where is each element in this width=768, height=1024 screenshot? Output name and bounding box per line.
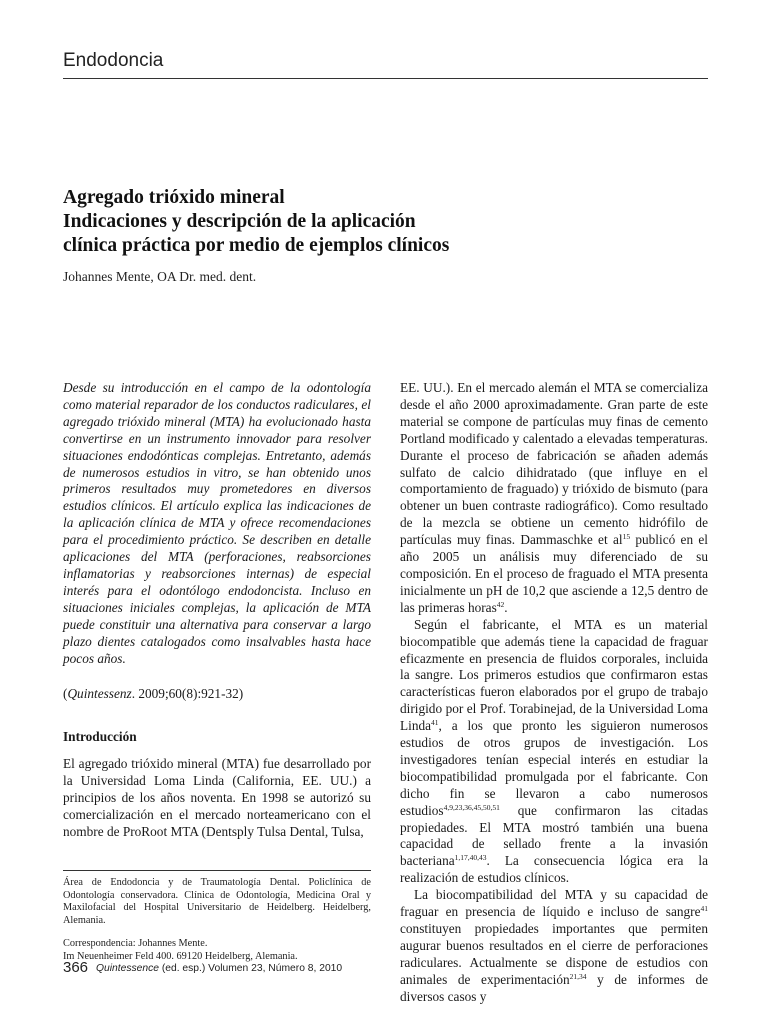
section-header: Endodoncia	[63, 50, 164, 71]
body-p2-c: que confirmaron las citadas propiedades. El MTA mostró también una buena capacidad de sellado frente a la invasión bacteriana	[400, 802, 708, 869]
intro-heading: Introducción	[63, 729, 137, 745]
body-paragraph-1	[400, 380, 708, 617]
citation-details: . 2009;60(8):921-32)	[131, 686, 244, 702]
body-p1-mid: publicó en el año 2005 un análisis muy diferenciado de su composición. En el proceso de fraguado el MTA presenta inicialmente un pH de 10,2 que asciende a 12,5 dentro de las primeras horas	[400, 532, 708, 615]
right-column	[400, 380, 708, 1006]
reference-marker: 42	[496, 599, 505, 609]
body-p1-text: EE. UU.). En el mercado alemán el MTA se comercializa desde el año 2000 aproximadamente. Gran parte de este material se compone de partículas muy finas de cemento Portland modificado y calentado a elevadas temperaturas. Durante el proceso de fabricación se añaden además sulfato de calcio dihidratado (que influye en el comportamiento de fraguado) y trióxido de bismuto (para obtener un buen contraste radiográfico). Como resultado de la mezcla se obtiene un cemento hidrófilo de partículas muy finas. Dammaschke et al	[400, 380, 708, 548]
header-divider	[63, 78, 708, 79]
title-line-2: Indicaciones y descripción de la aplicación	[63, 211, 416, 232]
correspondence-address: Im Neuenheimer Feld 400. 69120 Heidelberg, Alemania.	[63, 950, 298, 962]
page-number: 366	[63, 959, 89, 976]
journal-footer	[96, 963, 342, 974]
journal-issue: (ed. esp.) Volumen 23, Número 8, 2010	[158, 963, 343, 974]
footnotes	[63, 877, 371, 964]
body-p1-end: .	[504, 599, 508, 615]
citation: (Quintessenz. 2009;60(8):921-32)	[63, 686, 244, 702]
body-p3-c: y de informes de diversos casos y	[400, 971, 708, 1004]
body-paragraph-2	[400, 617, 708, 888]
reference-marker: 41	[431, 718, 439, 728]
reference-marker: 41	[700, 904, 708, 914]
reference-marker: 1,17,40,43	[454, 853, 487, 863]
body-paragraph-3	[400, 887, 708, 1005]
body-p2-d: . La consecuencia lógica era la realización de estudios clínicos.	[400, 853, 708, 886]
title-line-1: Agregado trióxido mineral	[63, 187, 285, 208]
title-line-3: clínica práctica por medio de ejemplos clínicos	[63, 235, 450, 256]
intro-paragraph: El agregado trióxido mineral (MTA) fue desarrollado por la Universidad Loma Linda (California, EE. UU.) a principios de los años noventa. En 1998 se autorizó su comercialización en el mercado norteamericano con el nombre de ProRoot MTA (Dentsply Tulsa Dental, Tulsa,	[63, 756, 371, 839]
body-p2-b: , a los que pronto les siguieron numerosos estudios de otros grupos de investigación. Los investigadores tenían especial interés en estudiar la biocompatibilidad promulgada por el fabricante. Con dicho fin se llevaron a cabo numerosos estudios	[400, 718, 708, 818]
author-line: Johannes Mente, OA Dr. med. dent.	[63, 269, 257, 284]
correspondence-name: Correspondencia: Johannes Mente.	[63, 938, 208, 950]
abstract	[63, 380, 371, 667]
body-p2-a: Según el fabricante, el MTA es un material biocompatible que además tiene la capacidad de fraguar eficazmente en presencia de fluidos corporales, incluida la sangre. Los primeros estudios que confirmaron estas características fueron elaborados por el grupo de trabajo dirigido por el Prof. Torabinejad, de la Universidad Loma Linda	[400, 616, 708, 734]
abstract-text: Desde su introducción en el campo de la odontología como material reparador de los conductos radiculares, el agregado trióxido mineral (MTA) ha evolucionado hasta convertirse en un instrumento innovador para resolver situaciones endodónticas complejas. Entretanto, además de numerosos estudios in vitro, se han obtenido unos primeros resultados muy prometedores en diversos estudios clínicos. El artículo explica las indicaciones de la aplicación clínica de MTA y ofrece recomendaciones para el procedimiento práctico. Se describen en detalle aplicaciones del MTA (perforaciones, reabsorciones inflamatorias y reabsorciones internas) de especial interés para el odontólogo endodoncista. Incluso en situaciones iniciales complejas, la aplicación de MTA puede constituir una alternativa para conservar a largo plazo dientes catalogados como insalvables hasta hace pocos años.	[63, 380, 371, 666]
affiliation-note: Área de Endodoncia y de Traumatología Dental. Policlínica de Odontología conservadora. Clínica de Odontología, Medicina Oral y Maxilofacial del Hospital Universitario de Heidelberg. Heidelberg, Alemania.	[63, 877, 371, 926]
citation-journal: Quintessenz	[67, 686, 132, 702]
reference-marker: 4,9,23,36,45,50,51	[443, 802, 500, 812]
article-title	[63, 186, 708, 258]
body-p3-a: La biocompatibilidad del MTA y su capacidad de fraguar en presencia de líquido e incluso de sangre	[400, 887, 708, 920]
footnote-divider	[63, 870, 371, 871]
left-column	[63, 380, 371, 841]
reference-marker: 21,34	[569, 971, 587, 981]
journal-name: Quintessence	[96, 963, 159, 974]
body-p3-b: constituyen propiedades importantes que permiten augurar buenos resultados en el cierre de perforaciones radiculares. Actualmente se dispone de estudios con animales de experimentación	[400, 921, 708, 987]
reference-marker: 15	[622, 532, 631, 542]
